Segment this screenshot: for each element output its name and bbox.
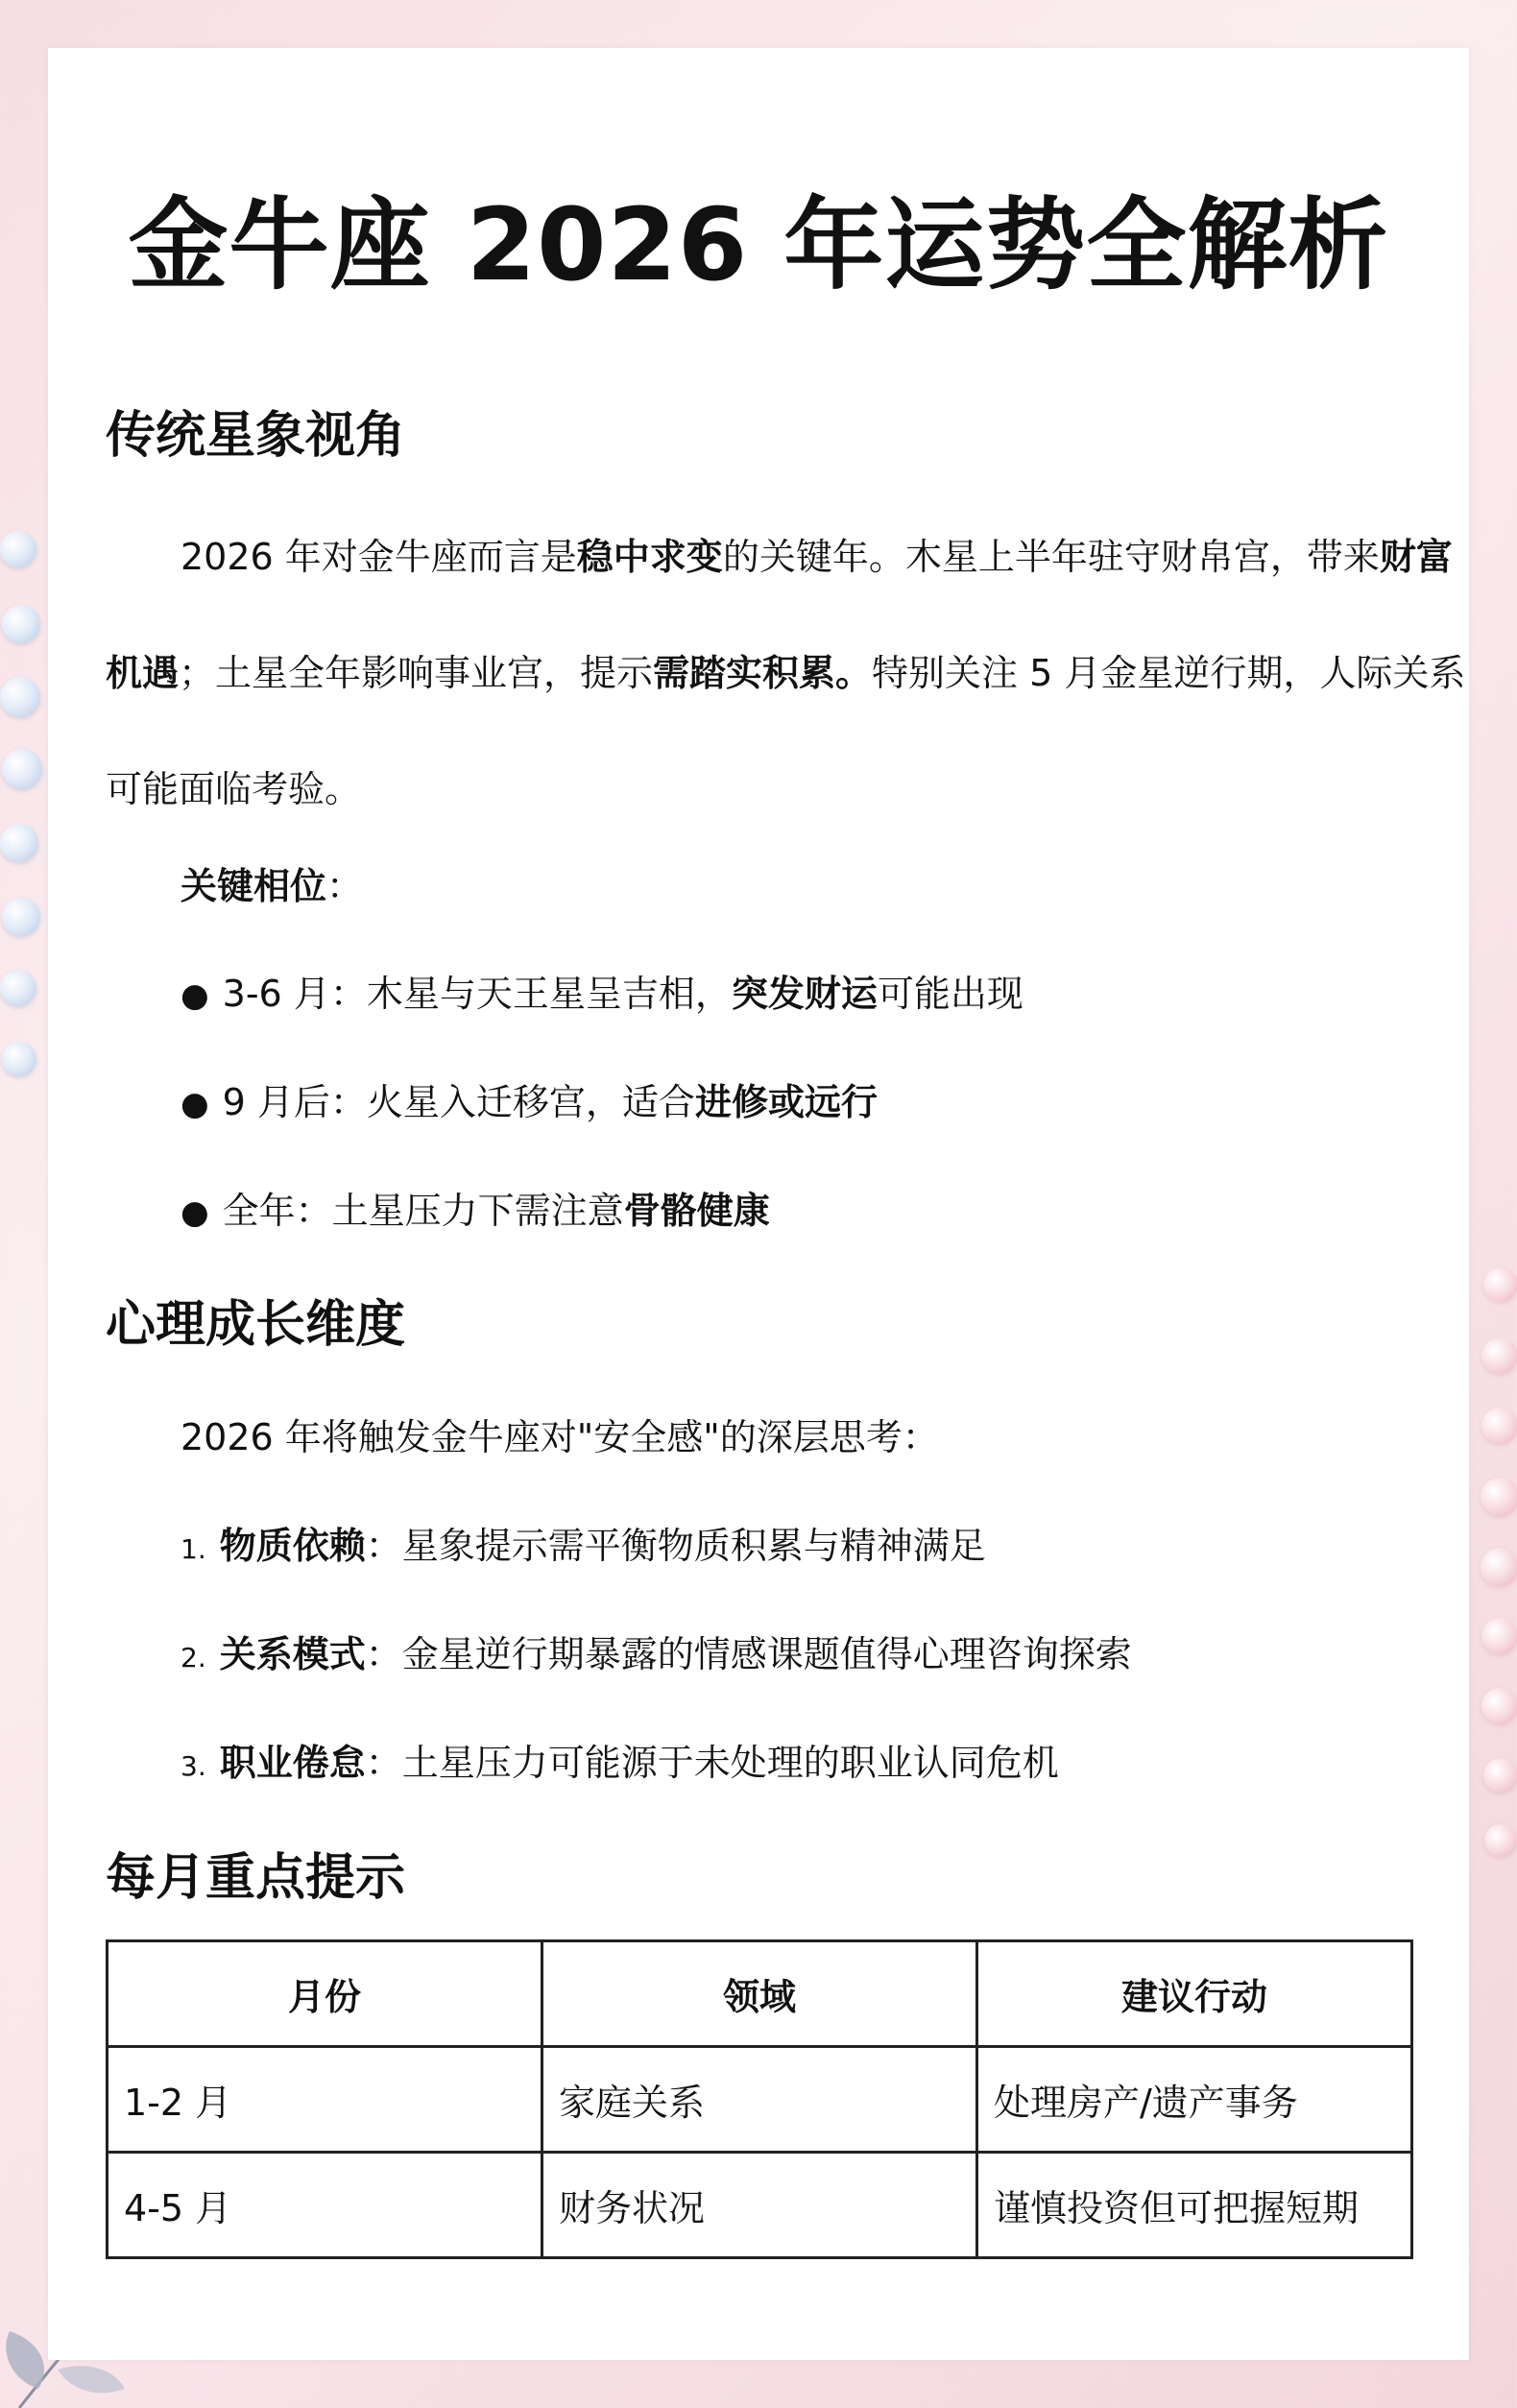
key-aspects-label: 关键相位：	[181, 865, 364, 907]
list-item: 1. 物质依赖：星象提示需平衡物质积累与精神满足	[181, 1525, 986, 1567]
content-card	[48, 48, 1469, 2360]
page-title: 金牛座 2026 年运势全解析	[128, 186, 1389, 303]
list-item: ● 3-6 月：木星与天王星呈吉相，突发财运可能出现	[181, 973, 1023, 1015]
table-cell: 1-2 月	[108, 2047, 542, 2153]
table-cell: 财务状况	[542, 2153, 977, 2258]
table-header-action: 建议行动	[977, 1941, 1412, 2047]
table-header-month: 月份	[108, 1941, 542, 2047]
list-item: ● 9 月后：火星入迁移宫，适合进修或远行	[181, 1081, 878, 1123]
monthly-table	[106, 1939, 1413, 2259]
table-cell: 家庭关系	[542, 2047, 977, 2153]
table-header-row	[108, 1941, 1412, 2047]
section-heading-astrology: 传统星象视角	[106, 407, 406, 465]
table-row	[108, 2047, 1412, 2153]
psychology-intro: 2026 年将触发金牛座对"安全感"的深层思考：	[181, 1416, 939, 1458]
table-cell: 处理房产/遗产事务	[977, 2047, 1412, 2153]
list-item: 3. 职业倦怠：土星压力可能源于未处理的职业认同危机	[181, 1742, 1059, 1784]
table-cell: 谨慎投资但可把握短期	[977, 2153, 1412, 2258]
section-heading-monthly: 每月重点提示	[106, 1849, 406, 1907]
intro-paragraph: 2026 年对金牛座而言是稳中求变的关键年。木星上半年驻守财帛宫，带来财富机遇；土星全年影响事业宫，提示需踏实积累。特别关注 5 月金星逆行期，人际关系可能面临考验。	[106, 536, 1466, 810]
list-item: 2. 关系模式：金星逆行期暴露的情感课题值得心理咨询探索	[181, 1633, 1132, 1675]
list-item: ● 全年：土星压力下需注意骨骼健康	[181, 1190, 770, 1232]
table-header-area: 领域	[542, 1941, 977, 2047]
table-cell: 4-5 月	[108, 2153, 542, 2258]
section-heading-psychology: 心理成长维度	[106, 1296, 406, 1354]
table-row	[108, 2153, 1412, 2258]
